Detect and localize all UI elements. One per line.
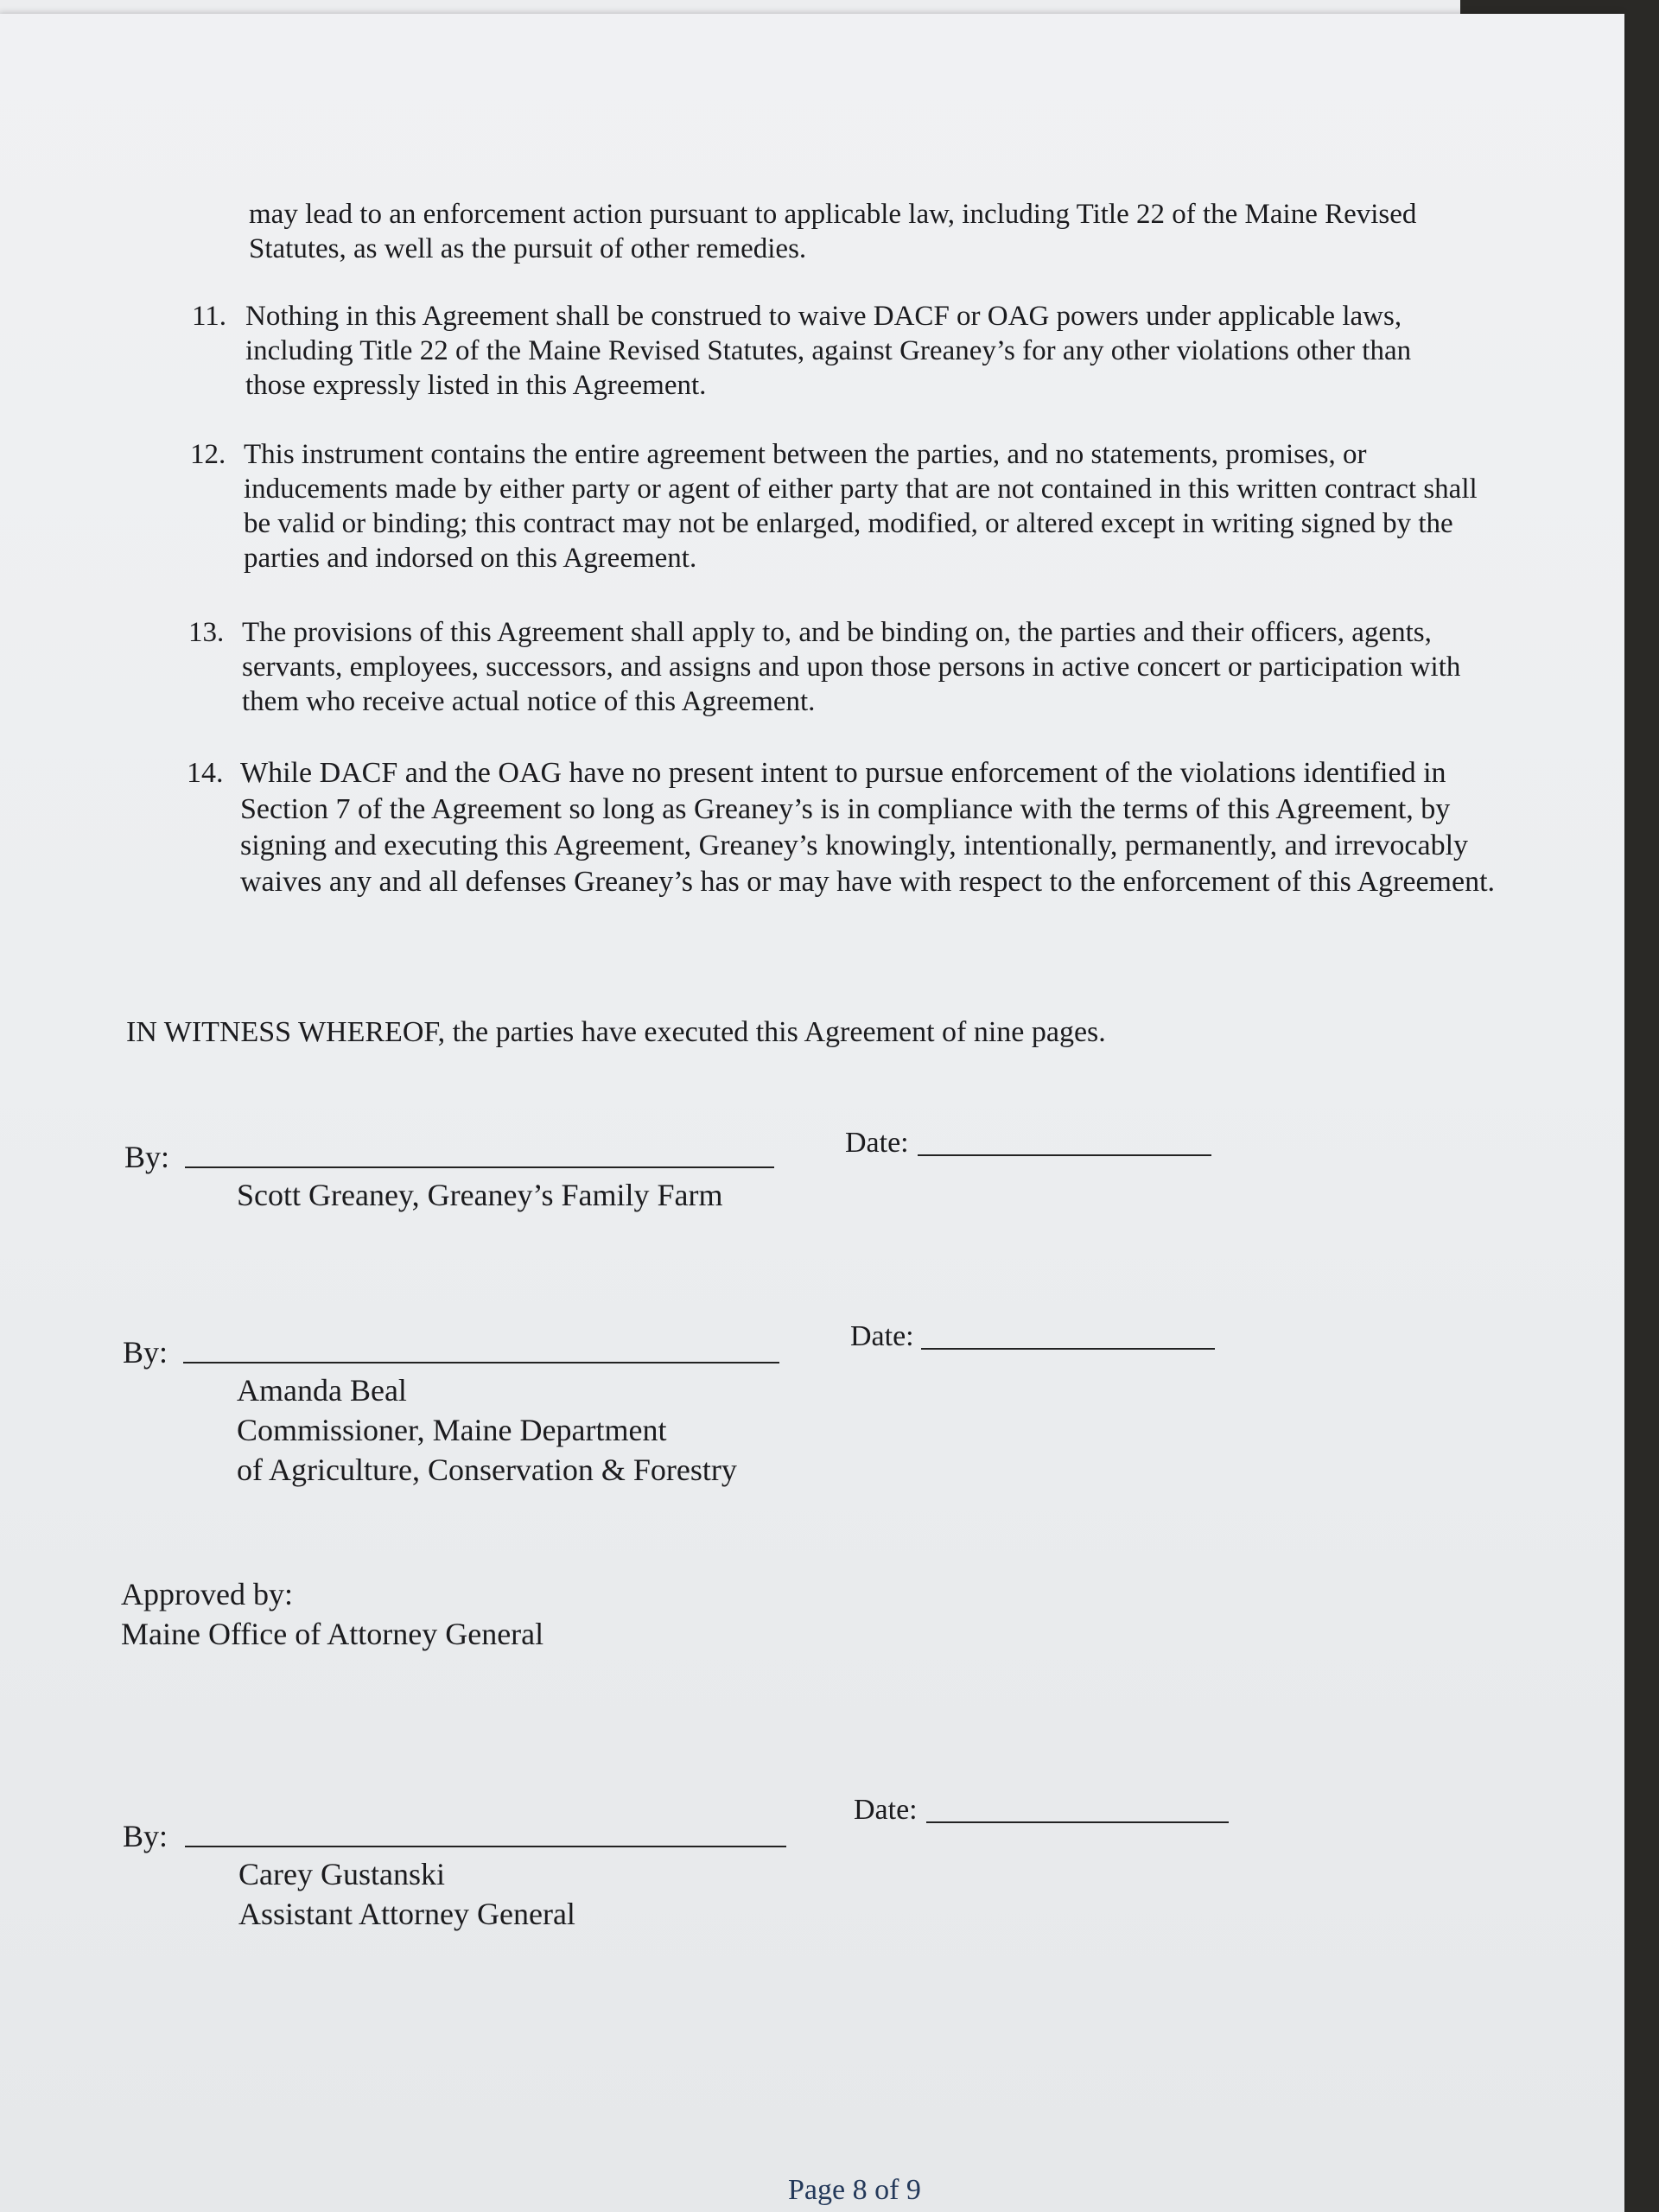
- signature-line: [183, 1362, 779, 1363]
- signatory-name: Amanda Beal: [237, 1373, 407, 1408]
- clause-text: Nothing in this Agreement shall be construed to waive DACF or OAG powers under applicable laws, including Title 22 of the Maine Revised Statutes, against Greaney’s for any other violations other than those expressly listed in this Agreement.: [245, 301, 1412, 401]
- continuation-paragraph: [249, 197, 1424, 266]
- witness-statement: IN WITNESS WHEREOF, the parties have executed this Agreement of nine pages.: [126, 1016, 1106, 1048]
- date-line: [921, 1348, 1215, 1350]
- signatory-block: [237, 1370, 737, 1490]
- date-line: [918, 1154, 1211, 1156]
- signature-line: [185, 1846, 786, 1847]
- approved-label: Approved by:: [121, 1577, 293, 1611]
- approved-block: [121, 1574, 543, 1654]
- signatory-title: of Agriculture, Conservation & Forestry: [237, 1452, 737, 1487]
- clause-text: The provisions of this Agreement shall apply to, and be binding on, the parties and their officers, agents, servants, employees, successors, and assigns and upon those persons in active concert or participation with them who receive actual notice of this Agreement.: [242, 617, 1461, 717]
- approved-office: Maine Office of Attorney General: [121, 1617, 544, 1651]
- signatory-name: Scott Greaney, Greaney’s Family Farm: [237, 1178, 723, 1212]
- signatory-title: Commissioner, Maine Department: [237, 1413, 667, 1447]
- by-label: By:: [123, 1819, 168, 1853]
- signature-line: [185, 1166, 774, 1168]
- date-label: Date:: [850, 1320, 914, 1352]
- clause-text: While DACF and the OAG have no present intent to pursue enforcement of the violations identified in Section 7 of the Agreement so long as Greaney’s is in compliance with the terms of this Agreement, by signing and executing this Agreement, Greaney’s knowingly, intentionally, permanently, and irrevocably waives any and all defenses Greaney’s has or may have with respect to the enforcement of this Agreement.: [240, 757, 1496, 898]
- clause-text: This instrument contains the entire agreement between the parties, and no statements, promises, or inducements made by either party or agent of either party that are not contained in this written contract shall be valid or binding; this contract may not be enlarged, modified, or altered except in writing signed by the parties and indorsed on this Agreement.: [244, 439, 1478, 574]
- clause-number: 11.: [192, 301, 227, 332]
- by-label: By:: [123, 1335, 168, 1370]
- continuation-text: may lead to an enforcement action pursuant to applicable law, including Title 22 of the Maine Revised Statutes, as well as the pursuit of other remedies.: [249, 199, 1417, 264]
- signatory-name: Carey Gustanski: [238, 1857, 445, 1891]
- clause-number: 13.: [188, 617, 225, 648]
- date-line: [926, 1821, 1229, 1823]
- date-label: Date:: [854, 1794, 918, 1826]
- clause-number: 14.: [187, 757, 224, 789]
- page-number: Page 8 of 9: [788, 2174, 921, 2206]
- by-label: By:: [124, 1140, 170, 1174]
- document-page: [0, 14, 1624, 2212]
- signatory-title: Assistant Attorney General: [238, 1897, 575, 1931]
- signatory-block: [238, 1854, 575, 1934]
- clause-number: 12.: [190, 439, 226, 470]
- date-label: Date:: [845, 1127, 909, 1159]
